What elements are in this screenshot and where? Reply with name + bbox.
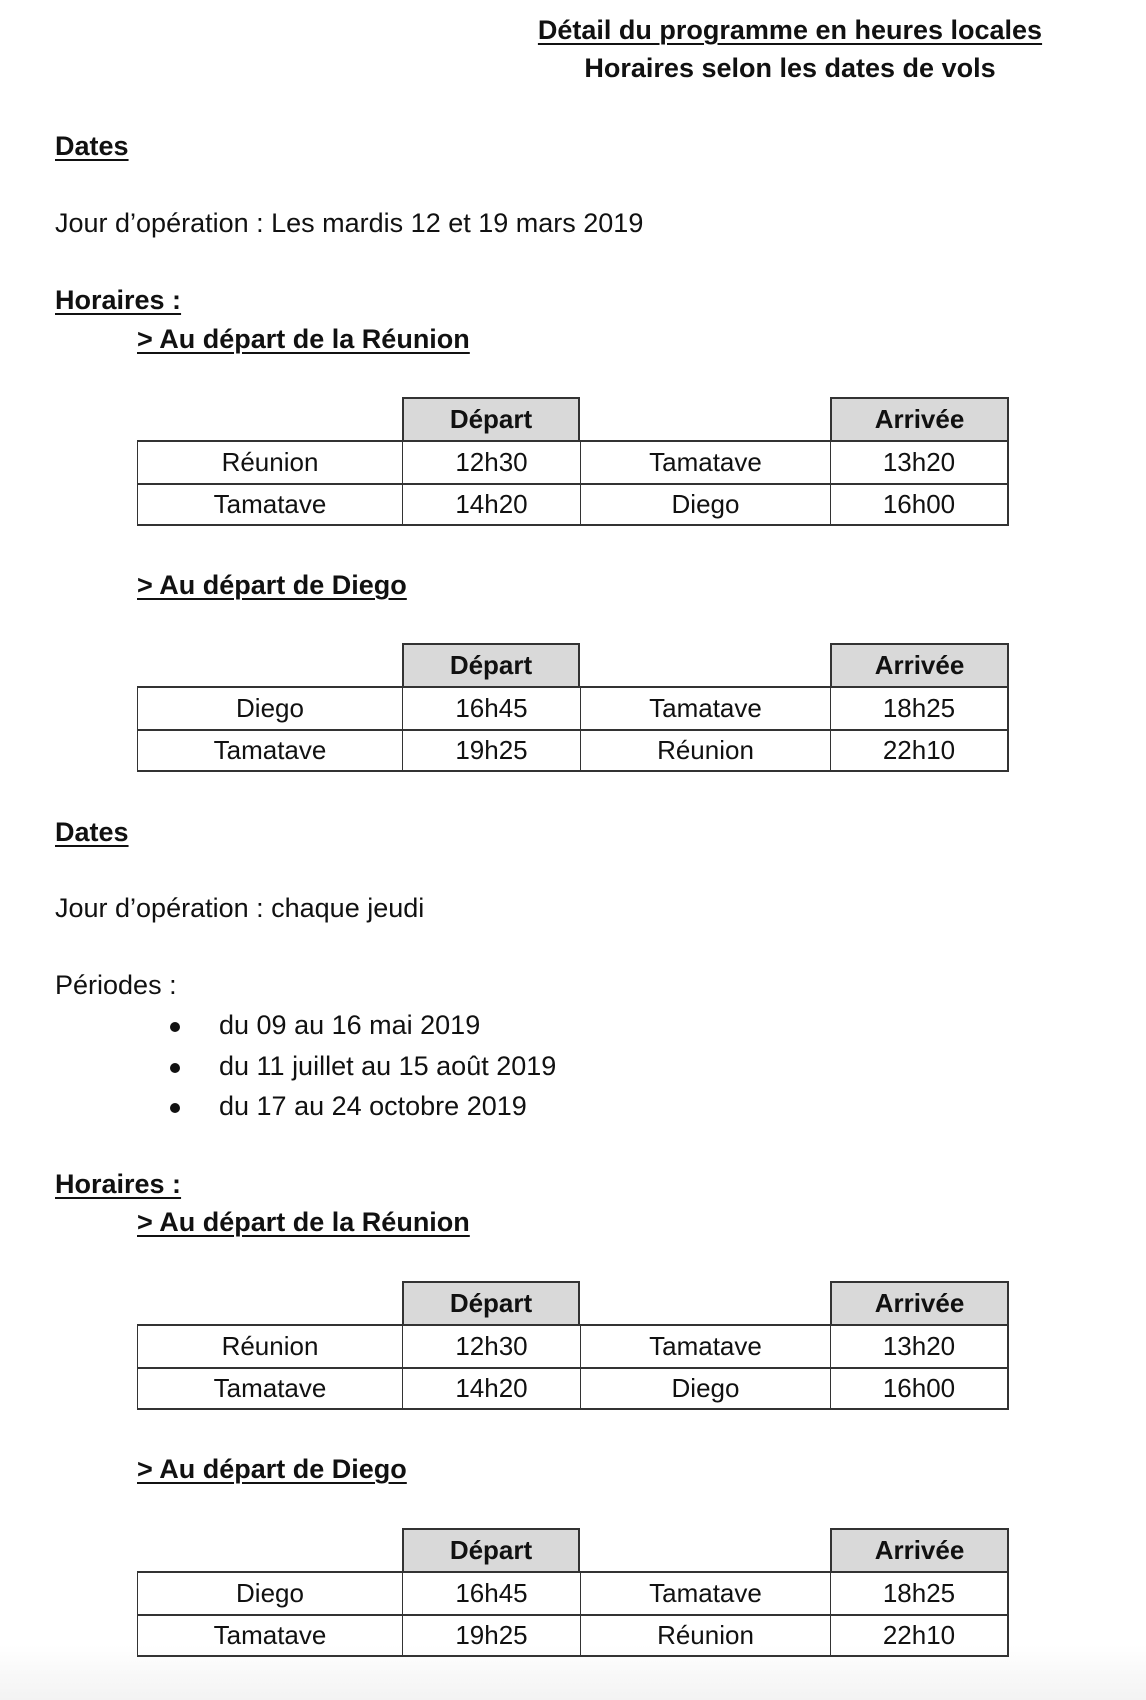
schedule-table bbox=[137, 1281, 1009, 1410]
period-item: du 11 juillet au 15 août 2019 bbox=[219, 1051, 557, 1081]
destination-cell: Diego bbox=[580, 1367, 830, 1410]
period-item: du 17 au 24 octobre 2019 bbox=[219, 1091, 527, 1121]
table-heading: > Au départ de Diego bbox=[137, 570, 407, 600]
table-row bbox=[137, 440, 1009, 483]
origin-cell: Tamatave bbox=[137, 1614, 402, 1657]
schedule-heading: Horaires : bbox=[55, 285, 182, 315]
schedule-table bbox=[137, 1528, 1009, 1657]
header-cell-arrivee: Arrivée bbox=[830, 1281, 1009, 1324]
dates-heading: Dates bbox=[55, 131, 129, 161]
origin-cell: Réunion bbox=[137, 440, 402, 483]
origin-cell: Réunion bbox=[137, 1324, 402, 1367]
header-cell bbox=[137, 397, 402, 440]
origin-cell: Tamatave bbox=[137, 1367, 402, 1410]
departure-time-cell: 16h45 bbox=[402, 1571, 580, 1614]
header-cell-depart: Départ bbox=[402, 643, 580, 686]
period-item: du 09 au 16 mai 2019 bbox=[219, 1010, 481, 1040]
departure-time-cell: 14h20 bbox=[402, 1367, 580, 1410]
bullet-icon bbox=[170, 1103, 180, 1113]
header-cell bbox=[580, 1528, 830, 1571]
arrival-time-cell: 13h20 bbox=[830, 440, 1009, 483]
departure-time-cell: 16h45 bbox=[402, 686, 580, 729]
dates-heading: Dates bbox=[55, 817, 129, 847]
header-cell-arrivee: Arrivée bbox=[830, 643, 1009, 686]
arrival-time-cell: 22h10 bbox=[830, 1614, 1009, 1657]
operation-day: Jour d’opération : Les mardis 12 et 19 mars 2019 bbox=[55, 208, 644, 238]
schedule-table bbox=[137, 643, 1009, 772]
destination-cell: Tamatave bbox=[580, 440, 830, 483]
bullet-icon bbox=[170, 1022, 180, 1032]
table-row bbox=[137, 686, 1009, 729]
origin-cell: Diego bbox=[137, 686, 402, 729]
schedule-heading: Horaires : bbox=[55, 1169, 182, 1199]
arrival-time-cell: 16h00 bbox=[830, 1367, 1009, 1410]
table-row bbox=[137, 483, 1009, 526]
table-heading: > Au départ de la Réunion bbox=[137, 324, 470, 354]
table-row bbox=[137, 729, 1009, 772]
table-header bbox=[137, 397, 1009, 440]
periods-label: Périodes : bbox=[55, 970, 177, 1000]
destination-cell: Diego bbox=[580, 483, 830, 526]
table-row bbox=[137, 1571, 1009, 1614]
destination-cell: Réunion bbox=[580, 1614, 830, 1657]
table-row bbox=[137, 1614, 1009, 1657]
arrival-time-cell: 18h25 bbox=[830, 686, 1009, 729]
destination-cell: Tamatave bbox=[580, 686, 830, 729]
operation-day: Jour d’opération : chaque jeudi bbox=[55, 893, 425, 923]
table-header bbox=[137, 1528, 1009, 1571]
document-subtitle: Horaires selon les dates de vols bbox=[584, 53, 996, 83]
table-heading: > Au départ de Diego bbox=[137, 1454, 407, 1484]
departure-time-cell: 12h30 bbox=[402, 440, 580, 483]
schedule-table bbox=[137, 397, 1009, 526]
document-title: Détail du programme en heures locales bbox=[537, 15, 1043, 45]
header-cell bbox=[580, 397, 830, 440]
header-cell-depart: Départ bbox=[402, 1281, 580, 1324]
header-cell bbox=[137, 643, 402, 686]
origin-cell: Tamatave bbox=[137, 729, 402, 772]
destination-cell: Tamatave bbox=[580, 1324, 830, 1367]
origin-cell: Tamatave bbox=[137, 483, 402, 526]
table-header bbox=[137, 643, 1009, 686]
header-cell-depart: Départ bbox=[402, 1528, 580, 1571]
table-heading: > Au départ de la Réunion bbox=[137, 1207, 470, 1237]
header-cell bbox=[580, 1281, 830, 1324]
departure-time-cell: 19h25 bbox=[402, 729, 580, 772]
header-cell bbox=[580, 643, 830, 686]
table-row bbox=[137, 1324, 1009, 1367]
departure-time-cell: 12h30 bbox=[402, 1324, 580, 1367]
table-header bbox=[137, 1281, 1009, 1324]
origin-cell: Diego bbox=[137, 1571, 402, 1614]
header-cell-depart: Départ bbox=[402, 397, 580, 440]
destination-cell: Réunion bbox=[580, 729, 830, 772]
header-cell bbox=[137, 1281, 402, 1324]
arrival-time-cell: 18h25 bbox=[830, 1571, 1009, 1614]
arrival-time-cell: 22h10 bbox=[830, 729, 1009, 772]
header-cell-arrivee: Arrivée bbox=[830, 1528, 1009, 1571]
header-cell bbox=[137, 1528, 402, 1571]
departure-time-cell: 14h20 bbox=[402, 483, 580, 526]
destination-cell: Tamatave bbox=[580, 1571, 830, 1614]
arrival-time-cell: 13h20 bbox=[830, 1324, 1009, 1367]
table-row bbox=[137, 1367, 1009, 1410]
arrival-time-cell: 16h00 bbox=[830, 483, 1009, 526]
departure-time-cell: 19h25 bbox=[402, 1614, 580, 1657]
bullet-icon bbox=[170, 1063, 180, 1073]
header-cell-arrivee: Arrivée bbox=[830, 397, 1009, 440]
